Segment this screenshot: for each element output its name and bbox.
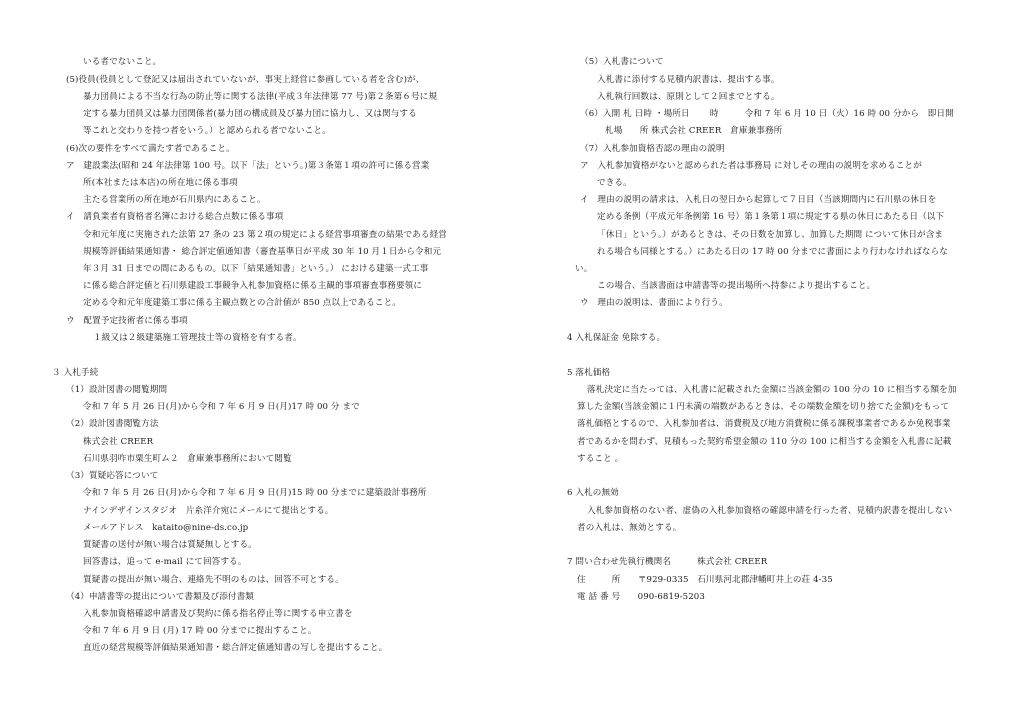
- text-line: 5 落札価格: [567, 368, 611, 378]
- text-line: 者であるかを問わず、見積もった契約希望金額の 110 分の 100 に相当する金額を入札書に記載: [577, 437, 952, 447]
- text-line: １級又は２級建築施工管理技士等の資格を有する者。: [93, 333, 302, 343]
- text-line: （6）入開 札 日時 ・場所日 時 令和 7 年 6 月 10 日（火）16 時 00 分から 即日開: [580, 109, 954, 119]
- text-line: れる場合も同様とする。）にあたる日の 17 時 00 分までに書面により行わなければならな: [597, 247, 948, 257]
- text-line: 質疑書の送付が無い場合は質疑無しとする。: [83, 540, 257, 550]
- text-line: 回答書は、追って e-mail にて回答する。: [83, 557, 247, 567]
- text-line: 主たる営業所の所在地が石川県内にあること。: [83, 195, 266, 205]
- text-line: 入札書に添付する見積内訳書は、提出する事。: [597, 75, 780, 85]
- text-line: 令和 7 年 5 月 26 日(月)から令和 7 年 6 月 9 日(月)15 時 00 分までに建築設計事務所: [83, 488, 427, 498]
- text-line: この場合、当該書面は申請書等の提出場所へ持参により提出すること。: [597, 281, 876, 291]
- text-line: 令和 7 年 5 月 26 日(月)から令和 7 年 6 月 9 日(月)17 時 00 分 まで: [83, 402, 360, 412]
- text-line: ウ 理由の説明は、書面により行う。: [580, 298, 728, 308]
- text-line: 者の入札は、無効とする。: [577, 523, 682, 533]
- text-line: ウ 配置予定技術者に係る事項: [66, 316, 188, 326]
- text-line: 落札決定に当たっては、入札書に記載された金額に当該金額の 100 分の 10 に相当する額を加: [587, 385, 957, 395]
- text-line: （3）質疑応答について: [66, 471, 159, 481]
- text-line: すること 。: [577, 454, 624, 464]
- text-line: 年３月 31 日までの間にあるもの。以下「結果通知書」という。） における建築一式工事: [83, 264, 429, 274]
- text-line: 住 所 〒929-0335 石川県河北郡津幡町井上の荘 4-35: [577, 575, 833, 585]
- text-line: ３ 入札手続: [52, 368, 99, 378]
- text-line: （5）入札書について: [580, 57, 664, 67]
- text-line: 株式会社 CREER: [83, 437, 154, 447]
- text-line: (6)次の要件をすべて満たす者であること。: [66, 144, 235, 154]
- text-line: 4 入札保証金 免除する。: [567, 333, 666, 343]
- text-line: 入札執行回数は、原則として２回までとする。: [597, 92, 780, 102]
- text-line: ナインデザインスタジオ 片糸洋介宛にメールにて提出とする。: [83, 506, 334, 516]
- text-line: (5)役員(役員として登記又は届出されていないが、事実上経営に参画している者を含む)が、: [66, 75, 425, 85]
- text-line: 直近の経営規模等評価結果通知書・総合評定値通知書の写しを提出すること。: [83, 643, 388, 653]
- text-line: 等これと交わりを持つ者をいう。）と認められる者でないこと。: [83, 126, 331, 136]
- text-line: イ 請負業者有資格者名簿における総合点数に係る事項: [66, 212, 284, 222]
- text-line: 令和 7 年 6 月 9 日 (月) 17 時 00 分までに提出すること。: [83, 626, 317, 636]
- text-line: （2）設計図書閲覧方法: [66, 419, 159, 429]
- text-line: 電 話 番 号 090-6819-5203: [577, 592, 705, 602]
- text-line: 暴力団員による不当な行為の防止等に関する法律(平成３年法律第 77 号)第２条第６号に規: [83, 92, 438, 102]
- text-line: イ 理由の説明の請求は、入札日の翌日から起算して７日目（当該期間内に石川県の休日を: [580, 195, 937, 205]
- text-line: に係る総合評定値と石川県建設工事競争入札参加資格に係る主観的事項審査事務要領に: [83, 281, 423, 291]
- text-line: 規模等評価結果通知書・ 総合評定値通知書（審査基準日が平成 30 年 10 月１日から令和元: [83, 247, 442, 257]
- text-line: メールアドレス kataito@nine-ds.co.jp: [83, 523, 249, 533]
- text-line: できる。: [597, 178, 632, 188]
- text-line: いる者でないこと。: [83, 57, 162, 67]
- text-line: 6 入札の無効: [567, 488, 619, 498]
- text-line: 質疑書の提出が無い場合、連絡先不明のものは、回答不可とする。: [83, 575, 344, 585]
- text-line: 落札価格とするので、入札参加者は、消費税及び地方消費税に係る課税事業者であるか免税事業: [577, 419, 951, 429]
- text-line: 令和元年度に実施された法第 27 条の 23 第２項の規定による経営事項審査の結果である経営: [83, 230, 447, 240]
- text-line: 所(本社または本店)の所在地に係る事項: [83, 178, 238, 188]
- text-line: ア 入札参加資格がないと認められた者は事務局 に対しその理由の説明を求めることが: [580, 161, 922, 171]
- text-line: 入札参加資格のない者、虚偽の入札参加資格の確認申請を行った者、見積内訳書を提出しない: [587, 506, 953, 516]
- text-line: 石川県羽咋市粟生町ム２ 倉庫兼事務所において閲覧: [83, 454, 292, 464]
- text-line: 定する暴力団員又は暴力団関係者(暴力団の構成員及び暴力団に協力し、又は関与する: [83, 109, 417, 119]
- text-line: ア 建設業法(昭和 24 年法律第 100 号。以下「法」という。)第３条第１項の許可に係る営業: [66, 161, 430, 171]
- text-line: 定める令和元年度建築工事に係る主観点数との合計値が 850 点以上であること。: [83, 298, 401, 308]
- text-line: （1）設計図書の閲覧期間: [66, 385, 168, 395]
- text-line: （4）申請書等の提出について書類及び添付書類: [66, 592, 254, 602]
- text-line: 入札参加資格確認申請書及び契約に係る指名停止等に関する申立書を: [83, 609, 353, 619]
- text-line: （7）入札参加資格否認の理由の説明: [580, 144, 725, 154]
- text-line: 札場 所 株式会社 CREER 倉庫兼事務所: [605, 126, 783, 136]
- text-line: 算した金額(当該金額に１円未満の端数があるときは、その端数金額を切り捨てた金額)をもって: [577, 402, 950, 412]
- text-line: 7 問い合わせ先執行機関名 株式会社 CREER: [567, 557, 768, 567]
- text-line: 「休日」という。）があるときは、その日数を加算し、加算した期間 について休日が含ま: [597, 230, 944, 240]
- text-line: い。: [575, 264, 593, 274]
- text-line: 定める条例（平成元年条例第 16 号）第１条第１項に規定する県の休日にあたる日（以下: [597, 212, 945, 222]
